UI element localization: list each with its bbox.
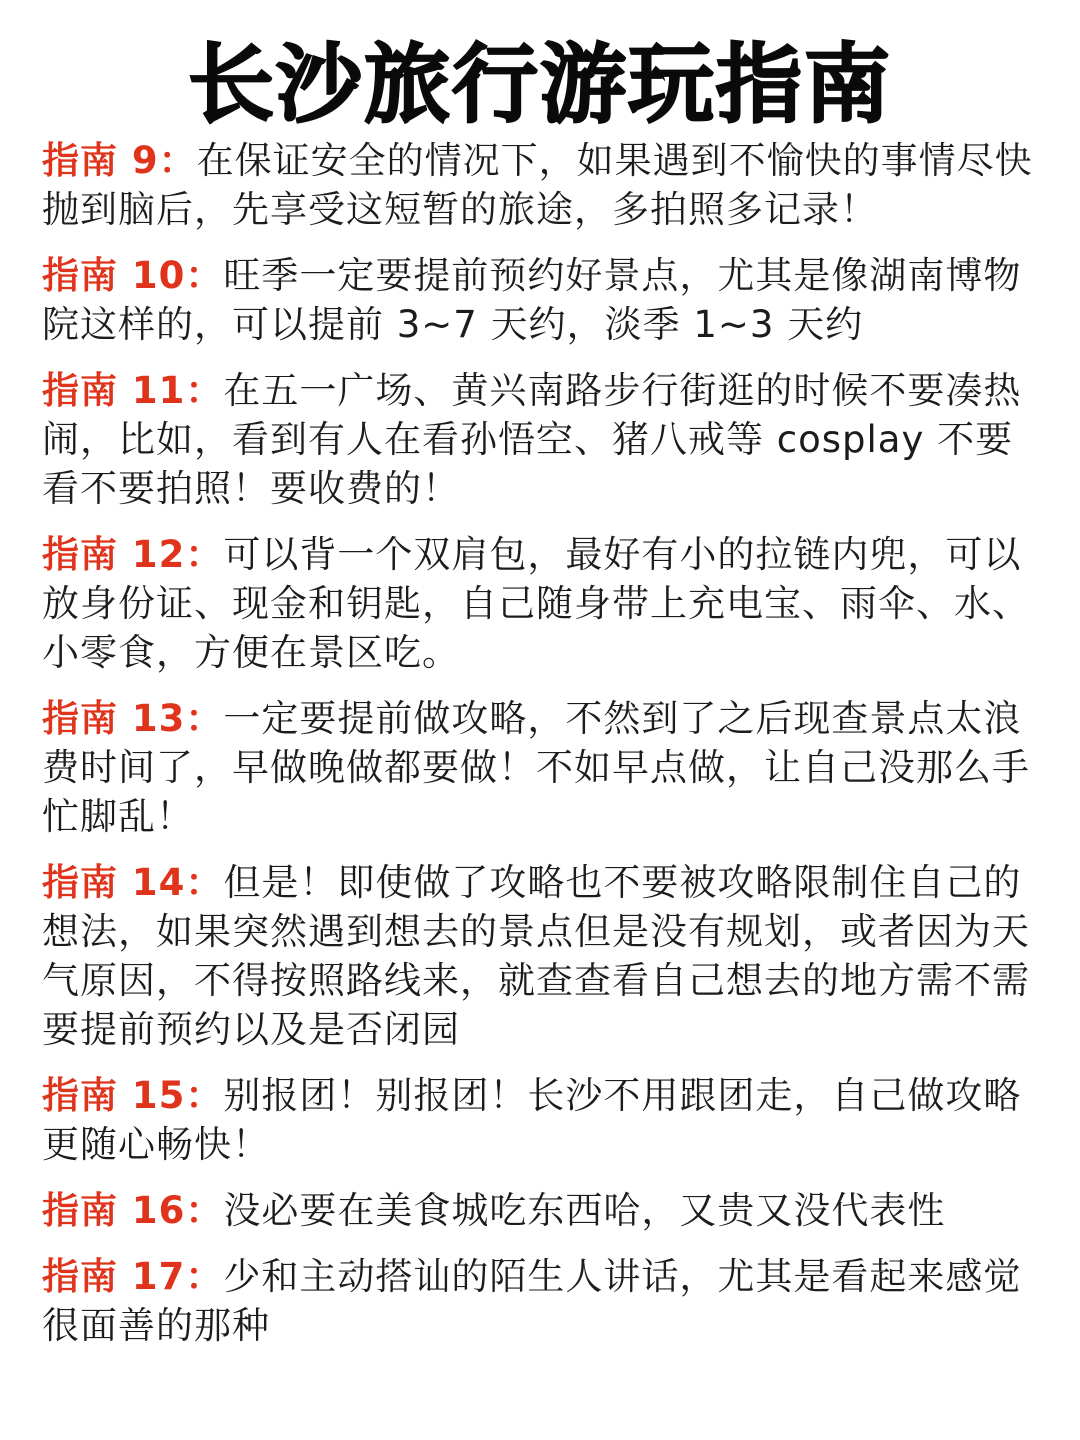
- guide-text: 在保证安全的情况下，如果遇到不愉快的事情尽快抛到脑后，先享受这短暂的旅途，多拍照多记录！: [42, 139, 1033, 231]
- guide-item: [42, 366, 1042, 513]
- guide-text: 少和主动搭讪的陌生人讲话，尤其是看起来感觉很面善的那种: [42, 1255, 1022, 1347]
- guide-text: 在五一广场、黄兴南路步行街逛的时候不要凑热闹，比如，看到有人在看孙悟空、猪八戒等 cosplay 不要看不要拍照！要收费的！: [42, 369, 1022, 510]
- guide-item: [42, 136, 1042, 234]
- guide-item: [42, 1186, 1042, 1235]
- guide-label: 指南 11：: [42, 369, 224, 412]
- guide-item: [42, 858, 1042, 1054]
- guide-text: 可以背一个双肩包，最好有小的拉链内兜，可以放身份证、现金和钥匙，自己随身带上充电宝、雨伞、水、小零食，方便在景区吃。: [42, 533, 1030, 674]
- page-title: 长沙旅行游玩指南: [188, 35, 892, 135]
- guide-label: 指南 12：: [42, 533, 224, 576]
- guide-item: [42, 1252, 1042, 1350]
- guide-item: [42, 530, 1042, 677]
- guide-label: 指南 10：: [42, 254, 224, 297]
- guide-item: [42, 694, 1042, 841]
- guide-text: 没必要在美食城吃东西哈，又贵又没代表性: [223, 1189, 946, 1232]
- guide-list: [42, 136, 1042, 1367]
- guide-text: 旺季一定要提前预约好景点，尤其是像湖南博物院这样的，可以提前 3~7 天约，淡季 1~3 天约: [42, 254, 1022, 346]
- guide-item: [42, 251, 1042, 349]
- guide-text: 别报团！别报团！长沙不用跟团走，自己做攻略更随心畅快！: [42, 1074, 1022, 1166]
- guide-label: 指南 14：: [42, 861, 224, 904]
- guide-item: [42, 1071, 1042, 1169]
- guide-label: 指南 16：: [42, 1189, 224, 1232]
- guide-text: 一定要提前做攻略，不然到了之后现查景点太浪费时间了，早做晚做都要做！不如早点做，让自己没那么手忙脚乱！: [42, 697, 1030, 838]
- guide-label: 指南 15：: [42, 1074, 224, 1117]
- guide-label: 指南 17：: [42, 1255, 224, 1298]
- guide-label: 指南 9：: [42, 139, 197, 182]
- guide-text: 但是！即使做了攻略也不要被攻略限制住自己的想法，如果突然遇到想去的景点但是没有规划，或者因为天气原因，不得按照路线来，就查查看自己想去的地方需不需要提前预约以及是否闭园: [42, 861, 1030, 1051]
- guide-label: 指南 13：: [42, 697, 224, 740]
